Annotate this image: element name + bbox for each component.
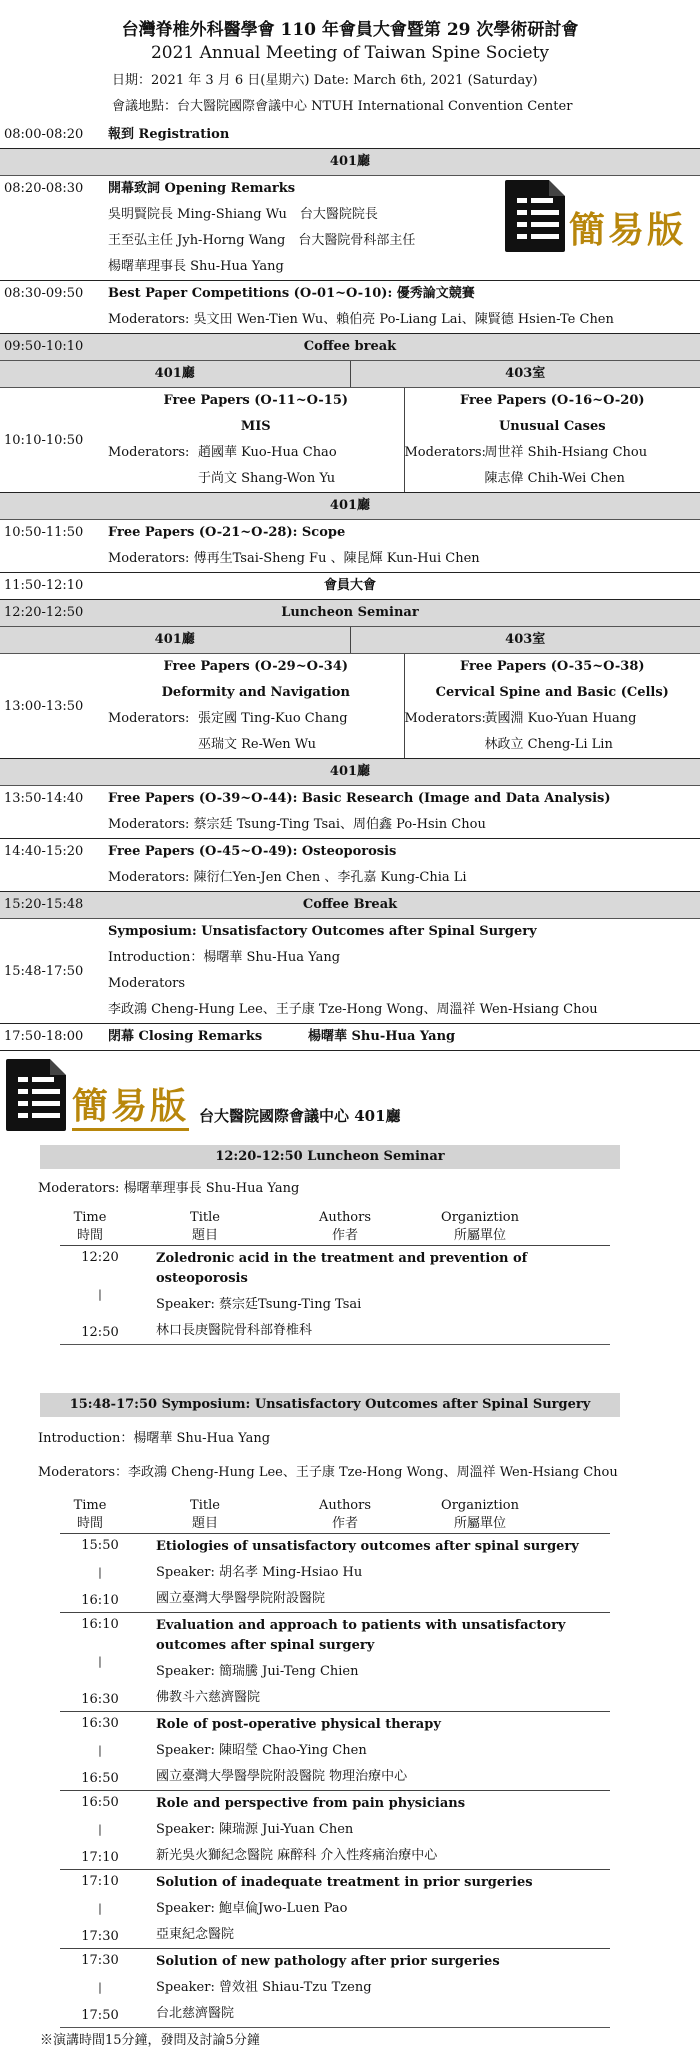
title-en: 2021 Annual Meeting of Taiwan Spine Society [0, 42, 700, 64]
meeting-date: 日期：2021 年 3 月 6 日(星期六) Date: March 6th, 2021 (Saturday) [112, 68, 700, 94]
talk-end: 17:10 [60, 1850, 140, 1865]
time-cell: 08:30-09:50 [0, 281, 108, 307]
osteoporosis-row [0, 839, 700, 891]
coffee-break-label: Coffee break [108, 334, 700, 360]
talk-org: 新光吳火獅紀念醫院 麻醉科 介入性疼痛治療中心 [156, 1843, 610, 1869]
hall-401-bar: 401廳 [0, 149, 700, 175]
time-cell: 08:20-08:30 [0, 176, 108, 202]
parallel-session-1 [0, 388, 700, 492]
col-time-zh: 時間 [60, 1227, 120, 1245]
coffee-break-row [0, 892, 700, 918]
session-subtitle: Deformity and Navigation [108, 680, 404, 706]
document-icon [6, 1059, 66, 1131]
talk-title: Solution of new pathology after prior surgeries [156, 1949, 610, 1975]
moderators-label: Moderators [108, 971, 700, 997]
col-org: Organiztion [400, 1209, 560, 1227]
assembly-row [0, 573, 700, 599]
registration-title: 報到 Registration [108, 122, 700, 148]
table-header [60, 1209, 620, 1245]
best-paper-row [0, 281, 700, 333]
col-org-zh: 所屬單位 [400, 1515, 560, 1533]
talk-end: 12:50 [60, 1325, 140, 1340]
talk-speaker: Speaker: 鮑卓倫Jwo-Luen Pao [156, 1896, 610, 1922]
talk-speaker: Speaker: 簡瑞騰 Jui-Teng Chien [156, 1659, 610, 1685]
col-title-zh: 題目 [120, 1515, 290, 1533]
scope-row [0, 520, 700, 572]
basic-research-row [0, 786, 700, 838]
talk-speaker: Speaker: 陳昭瑩 Chao-Ying Chen [156, 1738, 610, 1764]
talk-start: 17:30 [60, 1953, 140, 1968]
talk-row: 16:10 | 16:30 Evaluation and approach to patients with unsatisfactory outcomes after spinal surgery Speaker: 簡瑞騰 Jui-Teng Chien 佛教斗六慈濟醫院 [60, 1612, 610, 1711]
best-paper-title: Best Paper Competitions (O-01~O-10): 優秀論文競賽 [108, 281, 700, 307]
moderators: 李政鴻 Cheng-Hung Lee、王子康 Tze-Hong Wong、周溫祥 Wen-Hsiang Chou [108, 997, 700, 1023]
session-title: Free Papers (O-16~O-20) [405, 388, 700, 414]
talk-row: 15:50 | 16:10 Etiologies of unsatisfactory outcomes after spinal surgery Speaker: 胡名孝 Ming-Hsiao Hu 國立臺灣大學醫學院附設醫院 [60, 1533, 610, 1612]
moderators-label: Moderators: [405, 706, 485, 732]
title-zh: 台灣脊椎外科醫學會 110 年會員大會暨第 29 次學術研討會 [0, 18, 700, 42]
time-cell: 17:50-18:00 [0, 1024, 108, 1050]
talk-speaker: Speaker: 蔡宗廷Tsung-Ting Tsai [156, 1292, 610, 1318]
talk-start: 15:50 [60, 1538, 140, 1553]
symposium-title: Symposium: Unsatisfactory Outcomes after Spinal Surgery [108, 919, 700, 945]
basic-title: Free Papers (O-39~O-44): Basic Research (Image and Data Analysis) [108, 786, 700, 812]
room-403: 403室 [350, 361, 700, 387]
session-subtitle: Cervical Spine and Basic (Cells) [405, 680, 700, 706]
col-authors: Authors [290, 1497, 400, 1515]
session-subtitle: Unusual Cases [405, 414, 700, 440]
moderator: 黃國淵 Kuo-Yuan Huang [485, 706, 637, 732]
luncheon-row [0, 600, 700, 626]
registration-row [0, 122, 700, 148]
time-cell: 08:00-08:20 [0, 122, 108, 148]
session-title: Free Papers (O-35~O-38) [405, 654, 700, 680]
col-org: Organiztion [400, 1497, 560, 1515]
footnote: ※演講時間15分鐘，發問及討論5分鐘 [40, 2030, 700, 2052]
moderator: 趙國華 Kuo-Hua Chao [198, 440, 337, 466]
closing-row [0, 1024, 700, 1050]
session-title: Free Papers (O-11~O-15) [108, 388, 404, 414]
room-header-row [0, 627, 700, 653]
moderator: 巫瑞文 Re-Wen Wu [198, 732, 348, 758]
parallel-session-2 [0, 654, 700, 758]
talk-title: Solution of inadequate treatment in prior surgeries [156, 1870, 610, 1896]
moderators: Moderators: 傅再生Tsai-Sheng Fu 、陳昆輝 Kun-Hui Chen [108, 546, 700, 572]
talk-row: 16:30 | 16:50 Role of post-operative physical therapy Speaker: 陳昭瑩 Chao-Ying Chen 國立臺灣大學醫學院附設醫院 物理治療中心 [60, 1711, 610, 1790]
document-header [0, 0, 700, 64]
symposium-moderators: Moderators：李政鴻 Cheng-Hung Lee、王子康 Tze-Hong Wong、周溫祥 Wen-Hsiang Chou [38, 1463, 620, 1483]
talk-end: 16:50 [60, 1771, 140, 1786]
talk-start: 16:30 [60, 1716, 140, 1731]
simplified-badge [6, 1059, 401, 1131]
col-authors-zh: 作者 [290, 1515, 400, 1533]
time-cell: 10:10-10:50 [0, 388, 108, 492]
col-authors-zh: 作者 [290, 1227, 400, 1245]
talk-end: 16:30 [60, 1692, 140, 1707]
symposium-bar: 15:48-17:50 Symposium: Unsatisfactory Outcomes after Spinal Surgery [40, 1393, 620, 1417]
assembly-label: 會員大會 [108, 573, 700, 599]
hall-401-bar: 401廳 [0, 493, 700, 519]
talk-row: 17:10 | 17:30 Solution of inadequate treatment in prior surgeries Speaker: 鮑卓倫Jwo-Luen Pao 亞東紀念醫院 [60, 1869, 610, 1948]
room-403: 403室 [350, 627, 700, 653]
symposium-talks [60, 1533, 610, 2028]
talk-title: Zoledronic acid in the treatment and prevention of osteoporosis [156, 1246, 610, 1292]
talk-speaker: Speaker: 胡名孝 Ming-Hsiao Hu [156, 1560, 610, 1586]
col-org-zh: 所屬單位 [400, 1227, 560, 1245]
symposium-detail [40, 1393, 620, 2028]
talk-speaker: Speaker: 陳瑞源 Jui-Yuan Chen [156, 1817, 610, 1843]
moderators: Moderators: 陳衍仁Yen-Jen Chen 、李孔嘉 Kung-Chia Li [108, 865, 700, 891]
talk-org: 台北慈濟醫院 [156, 2001, 610, 2027]
room-header-row [0, 361, 700, 387]
meeting-venue: 會議地點：台大醫院國際會議中心 NTUH International Convention Center [112, 94, 700, 120]
closing-title: 閉幕 Closing Remarks [108, 1024, 308, 1050]
moderators: Moderators: 吳文田 Wen-Tien Wu、賴伯亮 Po-Liang Lai、陳賢德 Hsien-Te Chen [108, 307, 700, 333]
opening-speaker: 楊曙華理事長 Shu-Hua Yang [108, 254, 700, 280]
moderator: 林政立 Cheng-Li Lin [485, 732, 637, 758]
talk-org: 亞東紀念醫院 [156, 1922, 610, 1948]
time-cell: 15:20-15:48 [0, 892, 108, 918]
talk-org: 林口長庚醫院骨科部脊椎科 [156, 1318, 610, 1344]
talk-end: 17:30 [60, 1929, 140, 1944]
col-authors: Authors [290, 1209, 400, 1227]
time-cell: 09:50-10:10 [0, 334, 108, 360]
hall-401-bar: 401廳 [0, 759, 700, 785]
col-title: Title [120, 1497, 290, 1515]
time-cell: 14:40-15:20 [0, 839, 108, 865]
osteo-title: Free Papers (O-45~O-49): Osteoporosis [108, 839, 700, 865]
detail-header [0, 1059, 700, 1145]
col-title: Title [120, 1209, 290, 1227]
col-time: Time [60, 1497, 120, 1515]
session-subtitle: MIS [108, 414, 404, 440]
opening-title: 開幕致詞 Opening Remarks [108, 176, 700, 202]
luncheon-label: Luncheon Seminar [108, 600, 700, 626]
opening-speaker: 王至弘主任 Jyh-Horng Wang 台大醫院骨科部主任 [108, 228, 700, 254]
moderator: 陳志偉 Chih-Wei Chen [485, 466, 648, 492]
badge-label: 簡易版 [72, 1084, 189, 1131]
session-title: Free Papers (O-29~O-34) [108, 654, 404, 680]
moderator: 張定國 Ting-Kuo Chang [198, 706, 348, 732]
talk-title: Role and perspective from pain physicians [156, 1791, 610, 1817]
schedule-table [0, 122, 700, 1051]
time-cell: 15:48-17:50 [0, 919, 108, 1023]
talk-row: 17:30 | 17:50 Solution of new pathology after prior surgeries Speaker: 曾效祖 Shiau-Tzu Tzeng 台北慈濟醫院 [60, 1948, 610, 2027]
moderators: Moderators: 蔡宗廷 Tsung-Ting Tsai、周伯鑫 Po-Hsin Chou [108, 812, 700, 838]
col-time-zh: 時間 [60, 1515, 120, 1533]
talk-title: Etiologies of unsatisfactory outcomes after spinal surgery [156, 1534, 610, 1560]
symposium-intro: Introduction：楊曙華 Shu-Hua Yang [38, 1429, 620, 1449]
detail-venue: 台大醫院國際會議中心 401廳 [199, 1101, 401, 1131]
symposium-intro: Introduction：楊曙華 Shu-Hua Yang [108, 945, 700, 971]
talk-title: Role of post-operative physical therapy [156, 1712, 610, 1738]
talk-org: 佛教斗六慈濟醫院 [156, 1685, 610, 1711]
time-cell: 11:50-12:10 [0, 573, 108, 599]
moderators-label: Moderators: [405, 440, 485, 466]
talk-org: 國立臺灣大學醫學院附設醫院 [156, 1586, 610, 1612]
talk-row: 16:50 | 17:10 Role and perspective from pain physicians Speaker: 陳瑞源 Jui-Yuan Chen 新光吳火獅紀念醫院 麻醉科 介入性疼痛治療中心 [60, 1790, 610, 1869]
room-401: 401廳 [0, 361, 350, 387]
col-title-zh: 題目 [120, 1227, 290, 1245]
closing-speaker: 楊曙華 Shu-Hua Yang [308, 1024, 455, 1050]
time-cell: 10:50-11:50 [0, 520, 108, 546]
col-time: Time [60, 1209, 120, 1227]
talk-end: 16:10 [60, 1593, 140, 1608]
scope-title: Free Papers (O-21~O-28): Scope [108, 520, 700, 546]
talk-start: 12:20 [60, 1250, 140, 1265]
talk-start: 16:10 [60, 1617, 140, 1632]
opening-row [0, 176, 700, 280]
opening-speaker: 吳明賢院長 Ming-Shiang Wu 台大醫院院長 [108, 202, 700, 228]
time-cell: 13:50-14:40 [0, 786, 108, 812]
room-401: 401廳 [0, 627, 350, 653]
moderator: 周世祥 Shih-Hsiang Chou [485, 440, 648, 466]
moderators-label: Moderators: [108, 706, 198, 732]
talk-start: 16:50 [60, 1795, 140, 1810]
talk-org: 國立臺灣大學醫學院附設醫院 物理治療中心 [156, 1764, 610, 1790]
talk-end: 17:50 [60, 2008, 140, 2023]
badge-label: 簡易版 [569, 208, 686, 252]
time-cell: 12:20-12:50 [0, 600, 108, 626]
meeting-info [112, 68, 700, 120]
talk-speaker: Speaker: 曾效祖 Shiau-Tzu Tzeng [156, 1975, 610, 2001]
luncheon-bar: 12:20-12:50 Luncheon Seminar [40, 1145, 620, 1169]
time-cell: 13:00-13:50 [0, 654, 108, 758]
luncheon-detail [40, 1145, 620, 1345]
moderators-label: Moderators: [108, 440, 198, 466]
talk-title: Evaluation and approach to patients with unsatisfactory outcomes after spinal surgery [156, 1613, 610, 1659]
luncheon-moderators: Moderators: 楊曙華理事長 Shu-Hua Yang [38, 1179, 620, 1199]
talk-start: 17:10 [60, 1874, 140, 1889]
table-header [60, 1497, 620, 1533]
coffee-break-label: Coffee Break [108, 892, 700, 918]
moderator: 于尚文 Shang-Won Yu [198, 466, 337, 492]
symposium-row [0, 919, 700, 1023]
coffee-break-row [0, 334, 700, 360]
talk-row: 12:20 | 12:50 Zoledronic acid in the treatment and prevention of osteoporosis Speaker: 蔡宗廷Tsung-Ting Tsai 林口長庚醫院骨科部脊椎科 [60, 1245, 610, 1344]
